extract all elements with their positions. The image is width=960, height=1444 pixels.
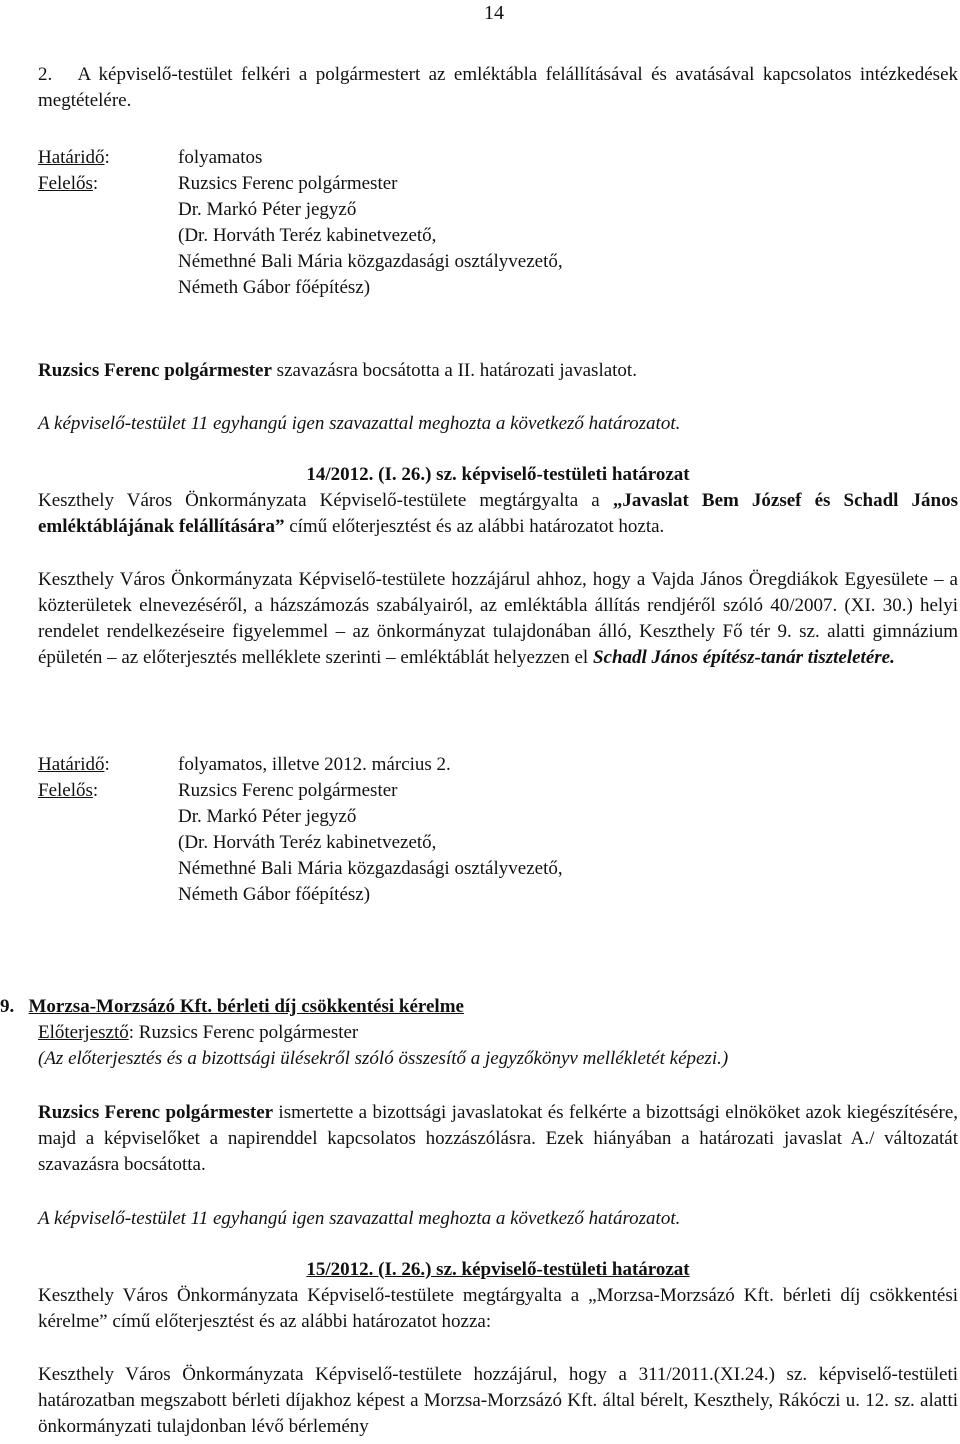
body-text: Keszthely Város Önkormányzata Képviselő-testülete hozzájárul ahhoz, hogy a Vajda János Öregdiákok Egyesülete – a közterületek elnevezéséről, a házszámozás szabályairól, az emléktábla állítás rendjéről szóló 40/2007. (XI. 30.) helyi rendelet rendelkezéseire figyelemmel – az önkormányzat tulajdonában álló, Keszthely Fő tér 9. sz. alatti gimnázium épületén – az előterjesztés melléklete szerinti – emléktáblát helyezzen el (38, 569, 958, 668)
resolution-15-body: Keszthely Város Önkormányzata Képviselő-testülete hozzájárul, hogy a 311/2011.(XI.24.) sz. képviselő-testületi határozatban megszabott bérleti díjakhoz képest a Morzsa-Morzsázó Kft. által bérelt, Keszthely, Rákóczi u. 12. sz. alatti önkormányzati tulajdonban lévő bérlemény (38, 1364, 958, 1437)
vote-result-2: A képviselő-testület 11 egyhangú igen szavazattal meghozta a következő határozatot. (38, 1208, 681, 1229)
item-number: 9. (0, 996, 15, 1017)
deadline-block-2 (38, 752, 958, 908)
felelos-label: Felelős (38, 780, 93, 801)
felelos-line: Ruzsics Ferenc polgármester (178, 780, 398, 801)
felelos-line: Németh Gábor főépítész) (178, 277, 371, 298)
felelos-line: Ruzsics Ferenc polgármester (178, 173, 398, 194)
item-title: Morzsa-Morzsázó Kft. bérleti díj csökkentési kérelme (28, 996, 464, 1017)
vote-result-1: A képviselő-testület 11 egyhangú igen szavazattal meghozta a következő határozatot. (38, 413, 681, 434)
resolution-15-heading (38, 1257, 958, 1283)
item-9-paragraph (38, 1100, 958, 1178)
page-number: 14 (484, 2, 504, 24)
felelos-line: Németh Gábor főépítész) (178, 884, 371, 905)
mayor-name: Ruzsics Ferenc polgármester (38, 360, 272, 381)
hatarido-label: Határidő (38, 147, 105, 168)
proposal-title: „Javaslat Bem József és Schadl János emléktáblájának felállítására” (38, 490, 958, 537)
vote-text: szavazásra bocsátotta a II. határozati javaslatot. (271, 360, 637, 381)
felelos-line: Némethné Bali Mária közgazdasági osztályvezető, (178, 251, 563, 272)
body-emphasis: Schadl János építész-tanár tiszteletére. (592, 647, 895, 668)
felelos-line: Némethné Bali Mária közgazdasági osztályvezető, (178, 858, 563, 879)
hatarido-label: Határidő (38, 754, 105, 775)
resolution-14-heading: 14/2012. (I. 26.) sz. képviselő-testületi határozat (306, 464, 690, 485)
paragraph-text: ismertette a bizottsági javaslatokat és felkérte a bizottsági elnököket azok kiegészítésére, majd a képviselőket a napirenddel kapcsolatos hozzászólásra. Ezek hiányában a határozati javaslat A./ változatát szavazásra bocsátotta. (38, 1102, 958, 1175)
item-number: 2. (38, 64, 53, 85)
intro-text: Keszthely Város Önkormányzata Képviselő-testülete megtárgyalta a (38, 490, 613, 511)
hatarido-value: folyamatos (178, 147, 263, 168)
resolution-15-intro: Keszthely Város Önkormányzata Képviselő-testülete megtárgyalta a „Morzsa-Morzsázó Kft. bérleti díj csökkentési kérelme” című előterjesztést és az alábbi határozatot hozza: (38, 1285, 958, 1332)
presenter-value: : Ruzsics Ferenc polgármester (128, 1022, 359, 1043)
label-colon: : (104, 754, 110, 775)
label-colon: : (104, 147, 110, 168)
felelos-line: Dr. Markó Péter jegyző (178, 806, 357, 827)
intro-text-end: című előterjesztést és az alábbi határozatot hozta. (284, 516, 665, 537)
mayor-name: Ruzsics Ferenc polgármester (38, 1102, 274, 1123)
vote-paragraph-1 (38, 358, 958, 384)
felelos-line: (Dr. Horváth Teréz kabinetvezető, (178, 225, 437, 246)
resolution-number: 15/2012. (I. 26.) sz. képviselő-testületi határozat (306, 1259, 690, 1280)
attachment-note: (Az előterjesztés és a bizottsági ülésekről szóló összesítő a jegyzőkönyv mellékletét képezi.) (38, 1048, 729, 1069)
hatarido-value: folyamatos, illetve 2012. március 2. (178, 754, 451, 775)
label-colon: : (92, 173, 99, 194)
felelos-line: Dr. Markó Péter jegyző (178, 199, 357, 220)
item-9-heading (0, 994, 958, 1020)
item-text: A képviselő-testület felkéri a polgármestert az emléktábla felállításával és avatásával kapcsolatos intézkedések megtételére. (38, 64, 958, 111)
presenter-line (38, 1020, 958, 1046)
deadline-block-1 (38, 145, 958, 301)
felelos-line: (Dr. Horváth Teréz kabinetvezető, (178, 832, 437, 853)
felelos-list (178, 171, 563, 301)
presenter-label: Előterjesztő (38, 1022, 129, 1043)
felelos-label: Felelős (38, 173, 93, 194)
resolution-14-body (38, 567, 958, 671)
felelos-list (178, 778, 563, 908)
item-2 (38, 62, 958, 114)
label-colon: : (92, 780, 99, 801)
resolution-14-intro (38, 488, 958, 540)
